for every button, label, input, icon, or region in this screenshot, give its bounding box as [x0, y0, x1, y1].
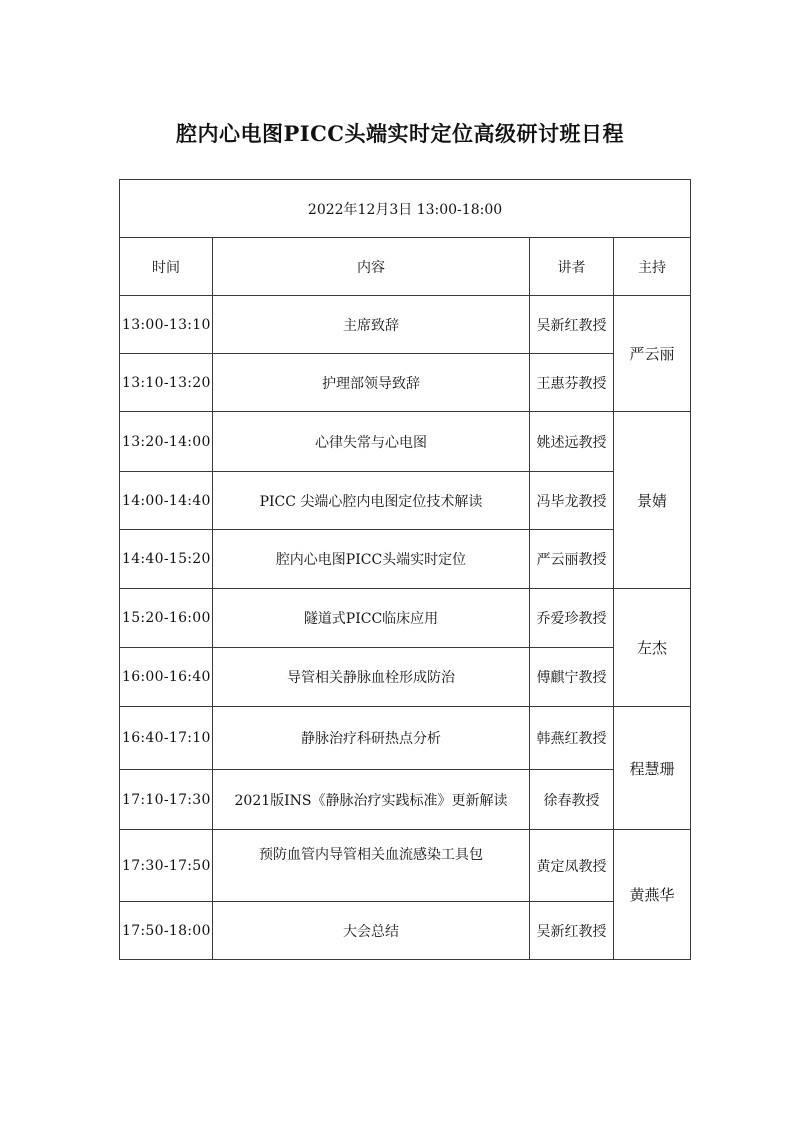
session-speaker: 徐春教授 — [530, 770, 614, 830]
session-host: 景婧 — [614, 412, 691, 589]
session-time: 13:20-14:00 — [120, 412, 213, 472]
session-speaker: 韩燕红教授 — [530, 707, 614, 770]
table-row — [120, 589, 691, 648]
session-speaker: 吴新红教授 — [530, 902, 614, 960]
column-header-content: 内容 — [213, 238, 530, 296]
session-time: 16:40-17:10 — [120, 707, 213, 770]
date-row — [120, 180, 691, 238]
date-header: 2022年12月3日 13:00-18:00 — [120, 180, 691, 238]
session-content: 隧道式PICC临床应用 — [213, 589, 530, 648]
session-speaker: 黄定凤教授 — [530, 830, 614, 902]
page-title: 腔内心电图PICC头端实时定位高级研讨班日程 — [175, 121, 625, 146]
session-time: 14:40-15:20 — [120, 530, 213, 589]
table-row — [120, 902, 691, 960]
column-header-host: 主持 — [614, 238, 691, 296]
session-host: 左杰 — [614, 589, 691, 707]
session-time: 17:30-17:50 — [120, 830, 213, 902]
session-content: 大会总结 — [213, 902, 530, 960]
table-row — [120, 707, 691, 770]
table-row — [120, 354, 691, 412]
header-row — [120, 238, 691, 296]
session-content: 护理部领导致辞 — [213, 354, 530, 412]
table-row — [120, 412, 691, 472]
session-host: 程慧珊 — [614, 707, 691, 830]
session-time: 15:20-16:00 — [120, 589, 213, 648]
session-host: 黄燕华 — [614, 830, 691, 960]
session-content: 心律失常与心电图 — [213, 412, 530, 472]
table-row — [120, 472, 691, 530]
session-speaker: 王惠芬教授 — [530, 354, 614, 412]
session-speaker: 严云丽教授 — [530, 530, 614, 589]
session-content: 预防血管内导管相关血流感染工具包 — [213, 830, 530, 902]
schedule-table — [119, 179, 691, 960]
session-speaker: 冯毕龙教授 — [530, 472, 614, 530]
table-row — [120, 830, 691, 902]
session-content: 主席致辞 — [213, 296, 530, 354]
session-speaker: 傅麒宁教授 — [530, 648, 614, 707]
session-content: 2021版INS《静脉治疗实践标准》更新解读 — [213, 770, 530, 830]
session-time: 13:10-13:20 — [120, 354, 213, 412]
table-row — [120, 648, 691, 707]
session-content: 导管相关静脉血栓形成防治 — [213, 648, 530, 707]
session-content: 静脉治疗科研热点分析 — [213, 707, 530, 770]
session-time: 16:00-16:40 — [120, 648, 213, 707]
table-row — [120, 530, 691, 589]
session-time: 17:10-17:30 — [120, 770, 213, 830]
session-speaker: 吴新红教授 — [530, 296, 614, 354]
session-host: 严云丽 — [614, 296, 691, 412]
session-time: 14:00-14:40 — [120, 472, 213, 530]
session-speaker: 姚述远教授 — [530, 412, 614, 472]
session-time: 13:00-13:10 — [120, 296, 213, 354]
session-speaker: 乔爱珍教授 — [530, 589, 614, 648]
table-row — [120, 296, 691, 354]
column-header-speaker: 讲者 — [530, 238, 614, 296]
session-content: 腔内心电图PICC头端实时定位 — [213, 530, 530, 589]
column-header-time: 时间 — [120, 238, 213, 296]
session-time: 17:50-18:00 — [120, 902, 213, 960]
table-row — [120, 770, 691, 830]
session-content: PICC 尖端心腔内电图定位技术解读 — [213, 472, 530, 530]
